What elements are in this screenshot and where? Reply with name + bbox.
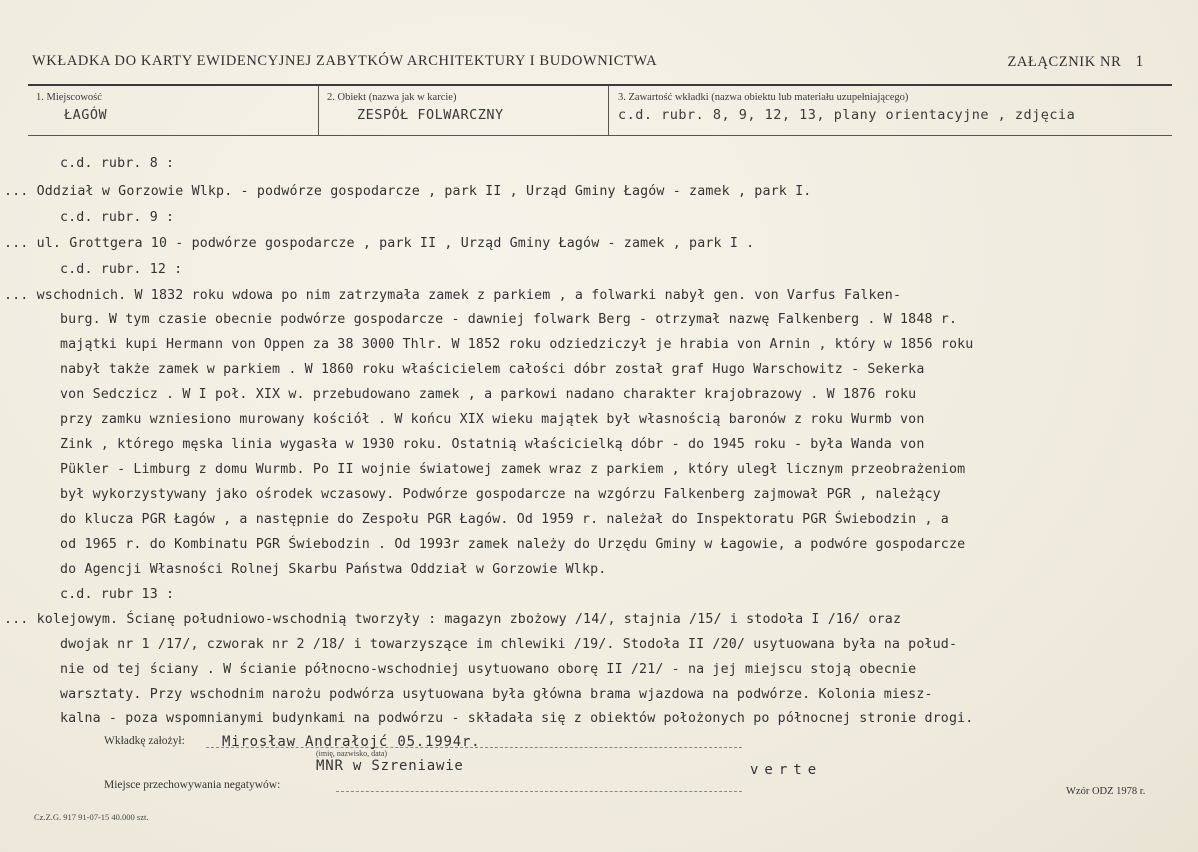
body-line: c.d. rubr 13 : xyxy=(60,587,175,602)
document-title: WKŁADKA DO KARTY EWIDENCYJNEJ ZABYTKÓW ARCHITEKTURY I BUDOWNICTWA xyxy=(32,53,658,69)
body-line: Pükler - Limburg z domu Wurmb. Po II wojnie światowej zamek wraz z parkiem , który uległ licznym przeobrażeniom xyxy=(60,462,966,477)
field-label-contents: 3. Zawartość wkładki (nazwa obiektu lub materiału uzupełniającego) xyxy=(618,92,909,103)
founder-label: Wkładkę założył: xyxy=(104,735,185,747)
body-line: dwojak nr 1 /17/, czworak nr 2 /18/ i towarzyszące im chlewiki /19/. Stodoła II /20/ usytuowana była na połud- xyxy=(60,637,958,652)
body-line: c.d. rubr. 12 : xyxy=(60,262,183,277)
body-line: ... Oddział w Gorzowie Wlkp. - podwórze gospodarcze , park II , Urząd Gminy Łagów - zamek , park I. xyxy=(4,184,812,199)
form-model: Wzór ODZ 1978 r. xyxy=(1066,786,1146,797)
annex-label: ZAŁĄCZNIK NR xyxy=(1007,54,1122,70)
body-line: nie od tej ściany . W ścianie północno-wschodniej usytuowano oborę II /21/ - na jej miejscu stoją obecnie xyxy=(60,662,917,677)
field-value-object: ZESPÓŁ FOLWARCZNY xyxy=(357,107,504,123)
verte-text: verte xyxy=(750,762,823,778)
body-line: ... kolejowym. Ścianę południowo-wschodnią tworzyły : magazyn zbożowy /14/, stajnia /15/ i stodoła I /16/ oraz xyxy=(4,612,902,627)
field-value-locality: ŁAGÓW xyxy=(64,107,108,123)
body-line: Zink , którego męska linia wygasła w 1930 roku. Ostatnią właścicielką dóbr - do 1945 roku - była Wanda von xyxy=(60,437,925,452)
body-line: majątki kupi Hermann von Oppen za 38 3000 Thlr. W 1852 roku odziedziczył je hrabia von Arnin , który w 1856 roku xyxy=(60,337,974,352)
body-line: nabył także zamek w parkiem . W 1860 roku właścicielem całości dóbr został graf Hugo Warschowitz - Sekerka xyxy=(60,362,925,377)
field-label-locality: 1. Miejscowość xyxy=(36,92,102,103)
storage-value: MNR w Szreniawie xyxy=(316,758,464,774)
header-rule xyxy=(28,84,1172,86)
body-line: von Sedczicz . W I poł. XIX w. przebudowano zamek , a parkowi nadano charakter krajobrazowy . W 1876 roku xyxy=(60,387,917,402)
body-line: ... ul. Grottgera 10 - podwórze gospodarcze , park II , Urząd Gminy Łagów - zamek , park I . xyxy=(4,236,755,251)
founder-caption: (imię, nazwisko, data) xyxy=(316,749,388,758)
body-line: warsztaty. Przy wschodnim narożu podwórza usytuowana była główna brama wjazdowa na podwórze. Kolonia miesz- xyxy=(60,687,933,702)
annex-number: 1 xyxy=(1135,53,1144,70)
field-value-contents: c.d. rubr. 8, 9, 12, 13, plany orientacyjne , zdjęcia xyxy=(618,107,1076,123)
body-line: przy zamku wzniesiono murowany kościół . W końcu XIX wieku majątek był własnością baronów z roku Wurmb von xyxy=(60,412,925,427)
storage-dotted-line xyxy=(336,791,742,792)
body-line: do klucza PGR Łagów , a następnie do Zespołu PGR Łagów. Od 1959 r. należał do Inspektoratu PGR Świebodzin , a xyxy=(60,512,949,527)
storage-label: Miejsce przechowywania negatywów: xyxy=(104,779,281,791)
body-line: burg. W tym czasie obecnie podwórze gospodarcze - dawniej folwark Berg - otrzymał nazwę Falkenberg . W 1848 r. xyxy=(60,312,958,327)
body-line: kalna - poza wspomnianymi budynkami na podwórzu - składała się z obiektów położonych po północnej stronie drogi. xyxy=(60,711,974,726)
founder-value: Mirosław Andrałojć 05.1994r. xyxy=(222,734,481,750)
body-line: był wykorzystywany jako ośrodek wczasowy. Podwórze gospodarcze na wzgórzu Falkenberg zajmował PGR , należący xyxy=(60,487,941,502)
annex-label-group xyxy=(1007,53,1144,71)
field-divider xyxy=(318,86,319,135)
body-line: od 1965 r. do Kombinatu PGR Świebodzin . Od 1993r zamek należy do Urzędu Gminy w Łagowie, a podwóre gospodarcze xyxy=(60,537,966,552)
body-line: c.d. rubr. 8 : xyxy=(60,156,175,171)
fields-rule xyxy=(28,135,1172,136)
print-info: Cz.Z.G. 917 91-07-15 40.000 szt. xyxy=(34,812,149,822)
field-label-object: 2. Obiekt (nazwa jak w karcie) xyxy=(327,92,457,103)
body-line: do Agencji Własności Rolnej Skarbu Państwa Oddział w Gorzowie Wlkp. xyxy=(60,562,607,577)
body-line: c.d. rubr. 9 : xyxy=(60,210,175,225)
field-divider xyxy=(608,86,609,135)
body-line: ... wschodnich. W 1832 roku wdowa po nim zatrzymała zamek z parkiem , a folwarki nabył gen. von Varfus Falken- xyxy=(4,288,902,303)
